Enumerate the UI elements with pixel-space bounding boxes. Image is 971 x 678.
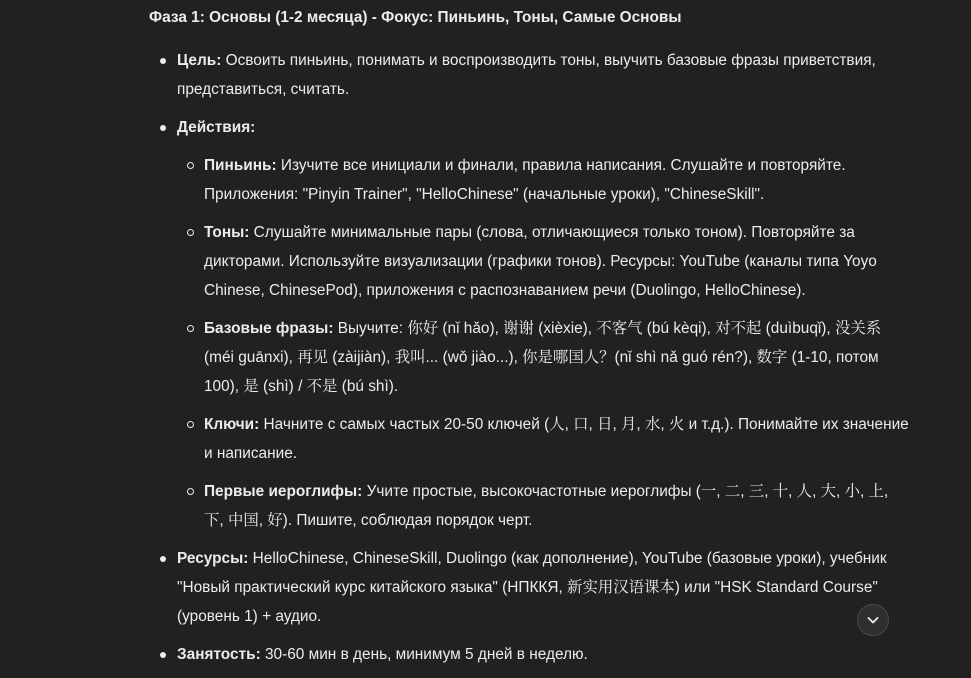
- subitem-label: Тоны:: [204, 224, 250, 241]
- subitem-text: Слушайте минимальные пары (слова, отличающиеся только тоном). Повторяйте за дикторами. Используйте визуализации (графики тонов). Ресурсы: YouTube (каналы типа Yoyo Chinese, ChinesePod), приложения с распознаванием речи (Duolingo, HelloChinese).: [204, 224, 877, 299]
- item-text: 30-60 мин в день, минимум 5 дней в неделю.: [260, 646, 588, 663]
- subitem-label: Ключи:: [204, 416, 260, 433]
- subitem-text: Выучите: 你好 (nǐ hǎo), 谢谢 (xièxie), 不客气 (bú kèqi), 对不起 (duìbuqǐ), 没关系 (méi guānxi), 再见 (zàijiàn), 我叫... (wǒ jiào...), 你是哪国人？(nǐ shì nǎ guó rén?), 数字 (1-10, потом 100), 是 (shì) / 不是 (bú shì).: [204, 320, 882, 395]
- list-item-resources: [149, 544, 909, 631]
- list-item-actions: [149, 113, 909, 535]
- subitem-label: Базовые фразы:: [204, 320, 334, 337]
- item-label: Ресурсы:: [177, 550, 249, 567]
- chevron-down-icon: [865, 612, 881, 628]
- message-content: [149, 3, 909, 678]
- phase-title: Фаза 1: Основы (1-2 месяца) - Фокус: Пиньинь, Тоны, Самые Основы: [149, 9, 682, 26]
- subitem-text: Изучите все инициали и финали, правила написания. Слушайте и повторяйте. Приложения: "Pinyin Trainer", "HelloChinese" (начальные уроки), "ChineseSkill".: [204, 157, 846, 203]
- subitem-label: Первые иероглифы:: [204, 483, 363, 500]
- scroll-to-bottom-button[interactable]: [857, 604, 889, 636]
- subitem-text: Учите простые, высокочастотные иероглифы (一, 二, 三, 十, 人, 大, 小, 上, 下, 中国, 好). Пишите, соблюдая порядок черт.: [204, 483, 889, 529]
- sublist-item-radicals: [177, 410, 909, 468]
- main-list: [149, 46, 909, 669]
- actions-sublist: [177, 151, 909, 535]
- item-text: Освоить пиньинь, понимать и воспроизводить тоны, выучить базовые фразы приветствия, представиться, считать.: [177, 52, 876, 98]
- sublist-item-pinyin: [177, 151, 909, 209]
- subitem-text: Начните с самых частых 20-50 ключей (人, 口, 日, 月, 水, 火 и т.д.). Понимайте их значение и написание.: [204, 416, 909, 462]
- sublist-item-tones: [177, 218, 909, 305]
- sublist-item-basic-phrases: [177, 314, 909, 401]
- sublist-item-first-characters: [177, 477, 909, 535]
- item-text: HelloChinese, ChineseSkill, Duolingo (как дополнение), YouTube (базовые уроки), учебник "Новый практический курс китайского языка" (НПККЯ, 新实用汉语课本) или "HSK Standard Course" (уровень 1) + аудио.: [177, 550, 887, 625]
- list-item-time: [149, 640, 909, 669]
- subitem-label: Пиньинь:: [204, 157, 277, 174]
- list-item-goal: [149, 46, 909, 104]
- item-label: Цель:: [177, 52, 222, 69]
- item-label: Действия:: [177, 119, 256, 136]
- item-label: Занятость:: [177, 646, 261, 663]
